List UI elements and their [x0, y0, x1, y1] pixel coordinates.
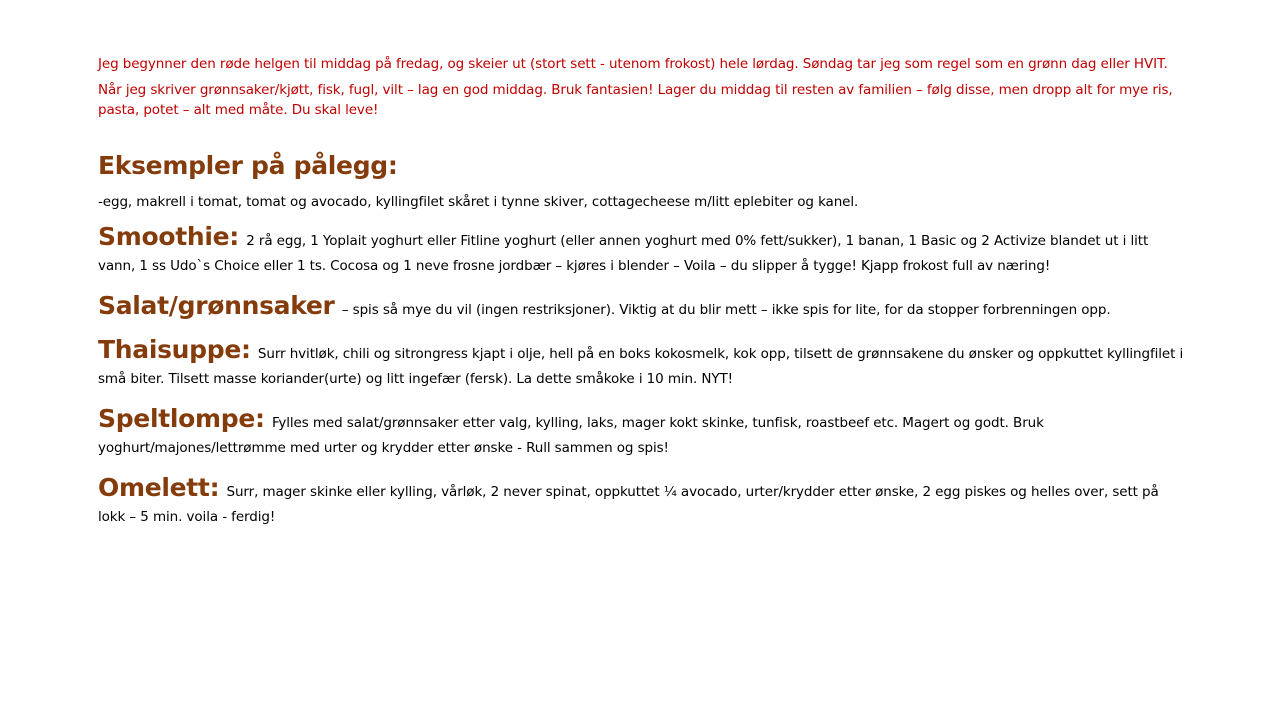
entry-title: Salat/grønnsaker [98, 291, 335, 320]
entry-omelett [98, 475, 1188, 530]
entry-title: Thaisuppe: [98, 335, 251, 364]
entry-thaisuppe [98, 337, 1188, 392]
entry-title: Omelett: [98, 473, 220, 502]
entry-text: – spis så mye du vil (ingen restriksjoner). Viktig at du blir mett – ikke spis for lite, for da stopper forbrenningen opp. [341, 302, 1111, 318]
section-text: -egg, makrell i tomat, tomat og avocado, kyllingfilet skåret i tynne skiver, cottagecheese m/litt eplebiter og kanel. [98, 194, 859, 210]
entry-text: 2 rå egg, 1 Yoplait yoghurt eller Fitline yoghurt (eller annen yoghurt med 0% fett/sukker), 1 banan, 1 Basic og 2 Activize blandet ut i litt vann, 1 ss Udo`s Choice eller 1 ts. Cocosa og 1 neve frosne jordbær – kjøres i blender – Voila – du slipper å tygge! Kjapp frokost full av næring! [98, 233, 1149, 274]
section-heading: Eksempler på pålegg: [98, 151, 398, 180]
entry-text: Surr, mager skinke eller kylling, vårløk, 2 never spinat, oppkuttet ¼ avocado, urter/krydder etter ønske, 2 egg piskes og helles over, sett på lokk – 5 min. voila - ferdig! [98, 484, 1159, 525]
entry-title: Speltlompe: [98, 404, 265, 433]
intro-paragraph-2: Når jeg skriver grønnsaker/kjøtt, fisk, fugl, vilt – lag en god middag. Bruk fantasien! Lager du middag til resten av familien – følg disse, men dropp alt for mye ris, pasta, potet – alt med måte. Du skal leve! [98, 82, 1173, 118]
intro-block [98, 54, 1188, 120]
entry-speltlompe [98, 406, 1188, 461]
entry-text: Surr hvitløk, chili og sitrongress kjapt i olje, hell på en boks kokosmelk, kok opp, tilsett de grønnsakene du ønsker og oppkuttet kyllingfilet i små biter. Tilsett masse koriander(urte) og litt ingefær (fersk). La dette småkoke i 10 min. NYT! [98, 346, 1184, 387]
entry-smoothie [98, 224, 1188, 279]
document-page [98, 54, 1188, 544]
intro-paragraph-1: Jeg begynner den røde helgen til middag på fredag, og skeier ut (stort sett - utenom frokost) hele lørdag. Søndag tar jeg som regel som en grønn dag eller HVIT. [98, 56, 1168, 72]
entry-title: Smoothie: [98, 222, 239, 251]
entry-text: Fylles med salat/grønnsaker etter valg, kylling, laks, mager kokt skinke, tunfisk, roastbeef etc. Magert og godt. Bruk yoghurt/majones/lettrømme med urter og krydder etter ønske - Rull sammen og spis! [98, 415, 1044, 456]
entry-salat [98, 293, 1188, 323]
